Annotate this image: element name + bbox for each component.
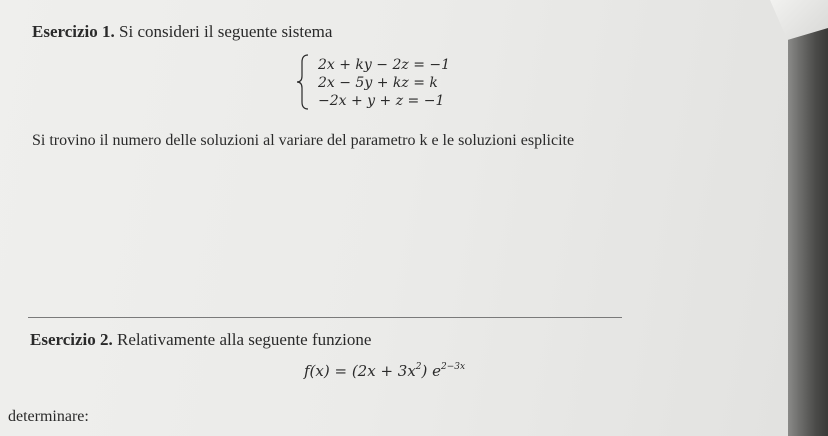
- exercise-1-question: Si trovino il numero delle soluzioni al variare del parametro k e le soluzioni esplicite: [32, 132, 575, 149]
- section-divider: [28, 317, 622, 318]
- function-formula: [304, 362, 465, 380]
- exercise-2-heading: [30, 330, 371, 350]
- equation-2: 2x − 5y + kz = k: [318, 75, 438, 91]
- left-brace: [296, 54, 310, 110]
- exercise-2-task: determinare:: [8, 408, 89, 425]
- function-exponent: 2−3x: [441, 362, 466, 372]
- equation-3: −2x + y + z = −1: [318, 93, 445, 109]
- function-base: f(x) = (2x + 3x: [304, 362, 416, 380]
- exercise-2-intro: Relativamente alla seguente funzione: [117, 330, 372, 349]
- exercise-1-label: Esercizio 1.: [32, 22, 115, 41]
- exercise-1-intro: Si consideri il seguente sistema: [119, 22, 333, 41]
- function-close: ) e: [421, 362, 442, 380]
- background-edge: [788, 0, 828, 436]
- equation-1: 2x + ky − 2z = −1: [318, 57, 451, 73]
- exercise-1-heading: [32, 22, 332, 42]
- function-square: 2: [415, 362, 422, 372]
- exercise-2-label: Esercizio 2.: [30, 330, 113, 349]
